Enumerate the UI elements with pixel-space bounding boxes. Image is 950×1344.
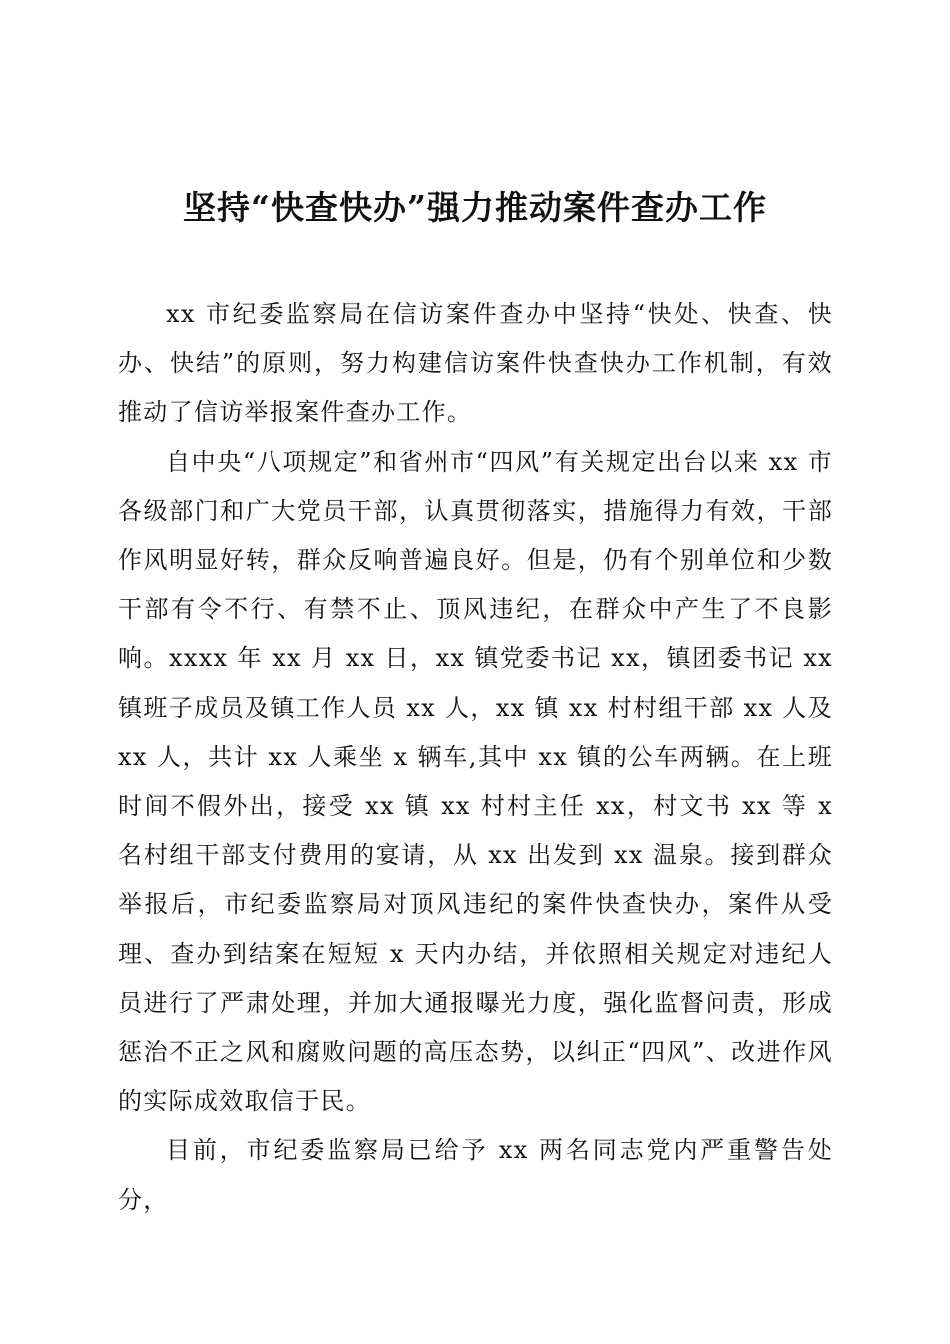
paragraph-intro: xx 市纪委监察局在信访案件查办中坚持“快处、快查、快办、快结”的原则，努力构建信访案件快查快办工作机制，有效推动了信访举报案件查办工作。 xyxy=(118,300,833,427)
paragraph-case-details: 自中央“八项规定”和省州市“四风”有关规定出台以来 xx 市各级部门和广大党员干部，认真贯彻落实，措施得力有效，干部作风明显好转，群众反响普遍良好。但是，仍有个别单位和少数干部有令不行、有禁不止、顶风违纪，在群众中产生了不良影响。xxxx 年 xx 月 xx 日，xx 镇党委书记 xx，镇团委书记 xx 镇班子成员及镇工作人员 xx 人，xx 镇 xx 村村组干部 xx 人及 xx 人，共计 xx 人乘坐 x 辆车,其中 xx 镇的公车两辆。在上班时间不假外出，接受 xx 镇 xx 村村主任 xx，村文书 xx 等 x 名村组干部支付费用的宴请，从 xx 出发到 xx 温泉。接到群众举报后，市纪委监察局对顶风违纪的案件快查快办，案件从受理、查办到结案在短短 x 天内办结，并依照相关规定对违纪人员进行了严肃处理，并加大通报曝光力度，强化监督问责，形成惩治不正之风和腐败问题的高压态势，以纠正“四风”、改进作风的实际成效取信于民。 xyxy=(118,447,833,1116)
document-body xyxy=(118,290,833,1225)
paragraph-current-status: 目前，市纪委监察局已给予 xx 两名同志党内严重警告处分， xyxy=(118,1136,833,1214)
document-title: 坚持“快查快办”强力推动案件查办工作 xyxy=(183,188,767,227)
